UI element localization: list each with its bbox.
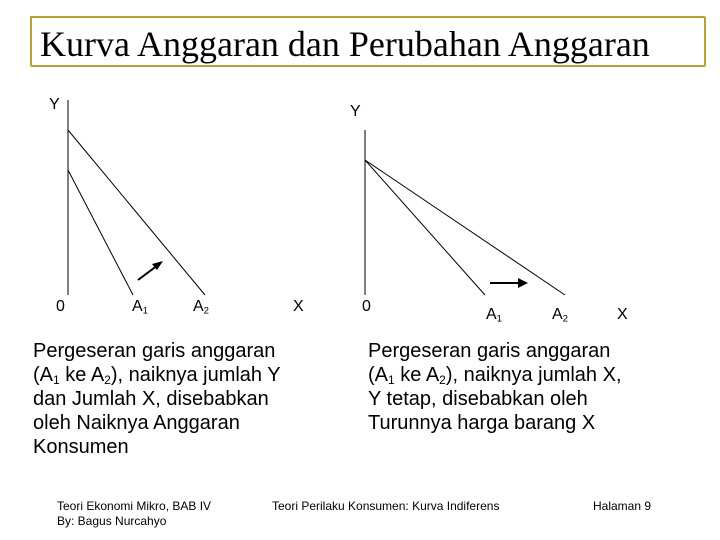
left-x-label: X xyxy=(293,298,304,315)
footer-center: Teori Perilaku Konsumen: Kurva Indiferens xyxy=(272,499,500,513)
right-budget-line-a1 xyxy=(365,160,485,295)
footer-left xyxy=(57,499,211,529)
left-y-label: Y xyxy=(49,96,60,113)
right-a1-label: $A_1$ xyxy=(486,306,503,325)
left-a1-label: $A_1$ xyxy=(132,298,149,317)
right-a2-label: $A_2$ xyxy=(552,306,569,325)
arrow-right-icon xyxy=(490,278,528,288)
left-caption xyxy=(33,339,281,459)
left-budget-line-a2 xyxy=(68,130,205,295)
right-origin-label: 0 xyxy=(362,298,371,315)
footer-book-title: Teori Ekonomi Mikro, BAB IV xyxy=(57,499,212,513)
right-x-label: X xyxy=(617,306,628,323)
right-caption-line: Pergeseran garis anggaran xyxy=(368,340,611,362)
left-caption-line: dan Jumlah X, disebabkan xyxy=(33,388,269,410)
left-budget-line-a1 xyxy=(68,170,133,295)
right-caption-line: Y tetap, disebabkan oleh xyxy=(368,388,588,410)
left-caption-line: Pergeseran garis anggaran xyxy=(33,340,276,362)
left-a2-label: $A_2$ xyxy=(193,298,210,317)
left-origin-label: 0 xyxy=(56,298,65,315)
right-budget-line-a2 xyxy=(365,160,565,295)
left-caption-line: Konsumen xyxy=(33,436,129,458)
right-y-label: Y xyxy=(350,103,361,120)
footer-author: By: Bagus Nurcahyo xyxy=(57,514,167,528)
left-caption-line: oleh Naiknya Anggaran xyxy=(33,412,240,434)
right-caption-line: ($A_1$ ke $A_2$), naiknya jumlah X, xyxy=(368,364,622,387)
page-number: Halaman 9 xyxy=(593,499,652,513)
right-caption xyxy=(368,339,622,435)
left-diagram xyxy=(68,100,205,295)
right-caption-line: Turunnya harga barang X xyxy=(368,412,596,434)
arrow-up-right-icon xyxy=(138,261,163,280)
left-caption-line: ($A_1$ ke $A_2$), naiknya jumlah Y xyxy=(33,364,281,387)
page-title: Kurva Anggaran dan Perubahan Anggaran xyxy=(40,24,650,64)
right-diagram xyxy=(365,130,565,295)
